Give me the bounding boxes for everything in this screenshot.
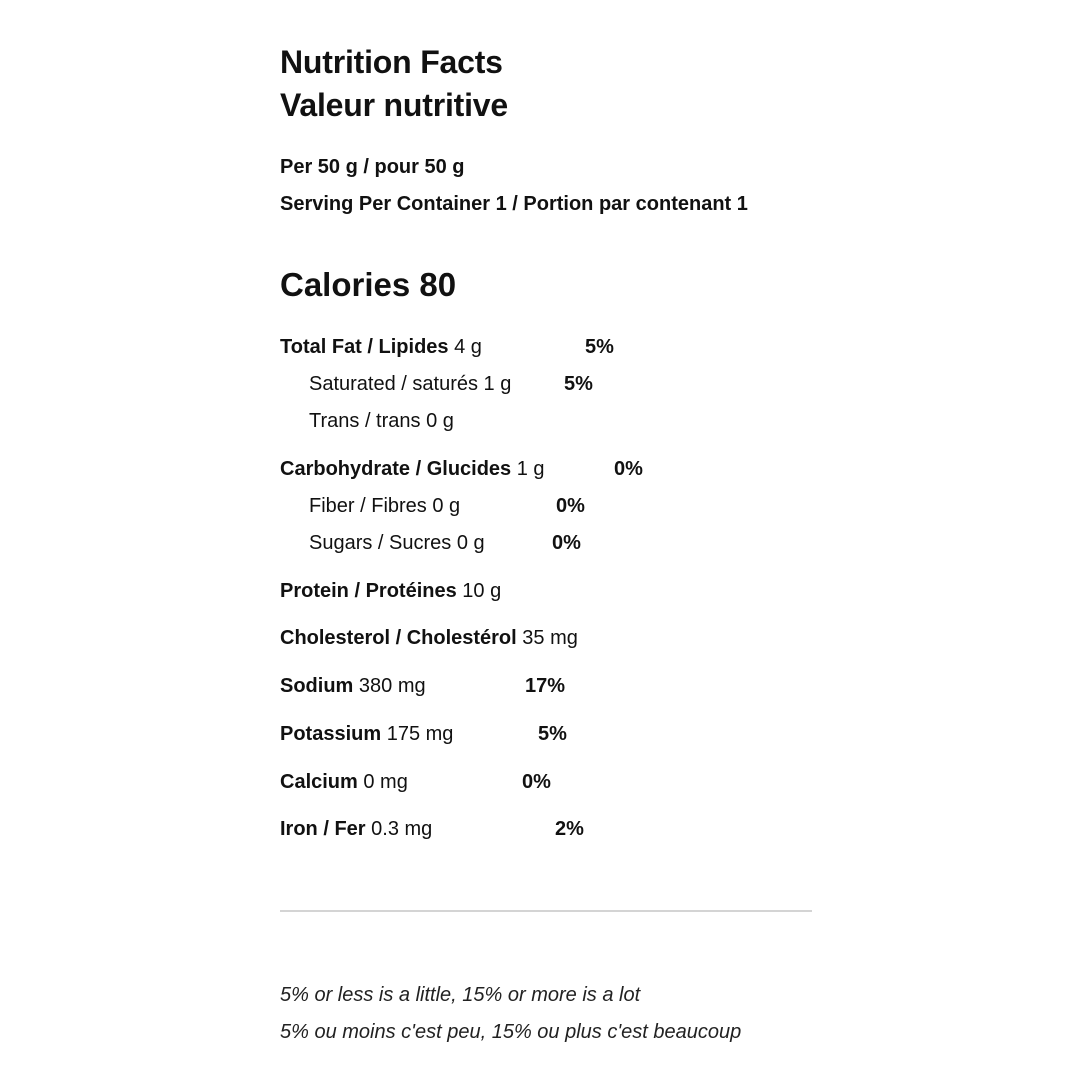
nutrition-facts-label bbox=[280, 0, 820, 1080]
nutrient-name: Cholesterol / Cholestérol bbox=[280, 627, 517, 649]
nutrient-row-calcium bbox=[280, 771, 551, 796]
nutrient-name: Calcium bbox=[280, 771, 358, 793]
daily-value: 0% bbox=[552, 532, 581, 554]
nutrient-amount: 0 g bbox=[456, 532, 485, 554]
nutrient-name: Fiber / Fibres bbox=[309, 495, 427, 517]
nutrient-row-protein bbox=[280, 581, 501, 605]
calories: Calories 80 bbox=[280, 266, 457, 303]
serving-size: Per 50 g / pour 50 g bbox=[280, 156, 465, 178]
daily-value: 5% bbox=[585, 336, 614, 358]
nutrient-name: Sugars / Sucres bbox=[309, 532, 452, 554]
footnote-french: 5% ou moins c'est peu, 15% ou plus c'est beaucoup bbox=[280, 1021, 742, 1043]
nutrient-row-sodium bbox=[280, 675, 566, 700]
nutrient-name: Trans / trans bbox=[309, 410, 421, 432]
nutrient-row-fiber bbox=[309, 495, 585, 520]
nutrient-row-total-fat bbox=[280, 336, 614, 361]
nutrient-name: Saturated / saturés bbox=[309, 373, 478, 395]
nutrient-row-iron bbox=[280, 818, 584, 843]
title-french: Valeur nutritive bbox=[280, 87, 508, 123]
daily-value: 0% bbox=[522, 771, 551, 793]
nutrient-name: Sodium bbox=[280, 675, 354, 697]
nutrient-row-saturated bbox=[309, 373, 593, 398]
nutrient-amount: 0 mg bbox=[363, 771, 408, 793]
nutrient-name: Iron / Fer bbox=[280, 818, 366, 840]
nutrient-row-trans bbox=[309, 411, 454, 435]
daily-value: 2% bbox=[555, 818, 584, 840]
nutrient-amount: 0.3 mg bbox=[371, 818, 433, 840]
title-english: Nutrition Facts bbox=[280, 44, 503, 80]
nutrient-amount: 1 g bbox=[483, 373, 512, 395]
daily-value: 5% bbox=[538, 723, 567, 745]
nutrient-amount: 10 g bbox=[462, 580, 502, 602]
daily-value: 0% bbox=[556, 495, 585, 517]
nutrient-row-cholesterol bbox=[280, 628, 578, 652]
daily-value: 5% bbox=[564, 373, 593, 395]
servings-per-container: Serving Per Container 1 / Portion par contenant 1 bbox=[280, 193, 748, 215]
nutrient-name: Protein / Protéines bbox=[280, 580, 457, 602]
daily-value: 0% bbox=[614, 458, 643, 480]
divider bbox=[280, 910, 812, 912]
nutrient-amount: 0 g bbox=[426, 410, 454, 432]
daily-value: 17% bbox=[525, 675, 566, 697]
nutrient-amount: 1 g bbox=[516, 458, 545, 480]
nutrient-amount: 175 mg bbox=[386, 723, 454, 745]
nutrient-amount: 380 mg bbox=[358, 675, 426, 697]
nutrient-amount: 4 g bbox=[454, 336, 482, 358]
nutrient-amount: 0 g bbox=[432, 495, 461, 517]
nutrient-name: Carbohydrate / Glucides bbox=[280, 458, 512, 480]
nutrient-name: Potassium bbox=[280, 723, 382, 745]
nutrient-row-carbohydrate bbox=[280, 458, 643, 483]
nutrient-amount: 35 mg bbox=[522, 627, 578, 649]
nutrient-row-sugars bbox=[309, 532, 581, 557]
nutrient-name: Total Fat / Lipides bbox=[280, 336, 449, 358]
footnote-english: 5% or less is a little, 15% or more is a lot bbox=[280, 984, 641, 1006]
nutrient-row-potassium bbox=[280, 723, 567, 748]
